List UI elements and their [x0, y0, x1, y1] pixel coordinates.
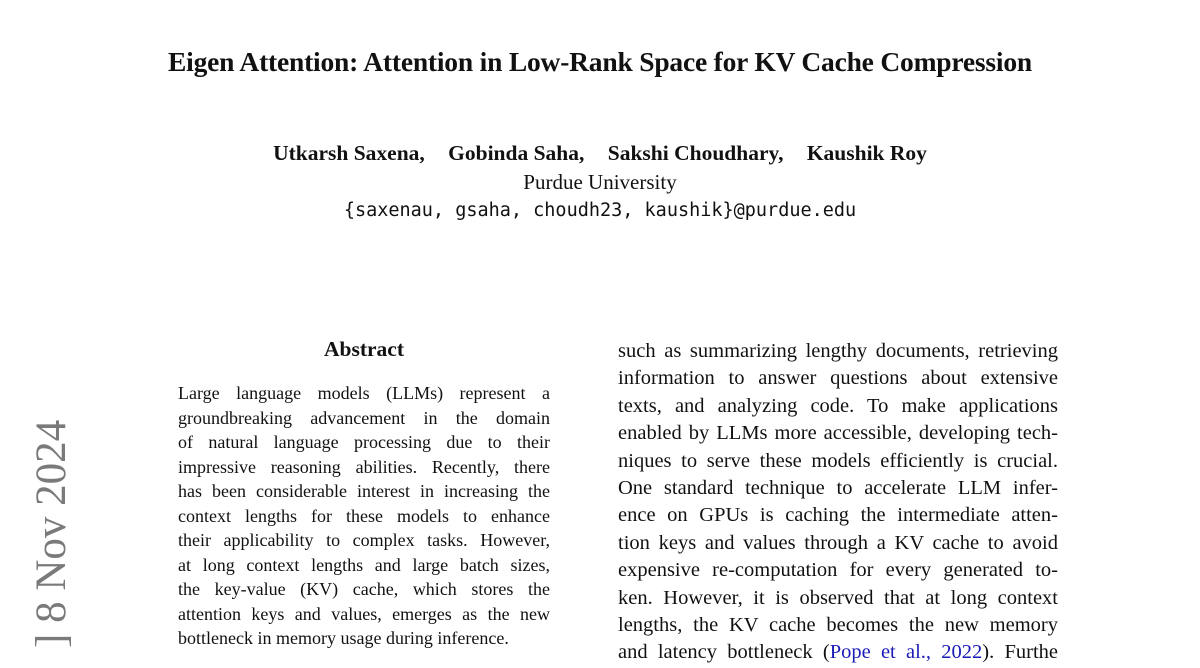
abstract-line: groundbreaking advancement in the domain	[178, 407, 550, 428]
citation-link[interactable]: Pope et al., 2022	[829, 641, 983, 664]
body-line-partial	[618, 640, 1058, 667]
intro-column	[618, 339, 1058, 668]
body-line: ence on GPUs is caching the intermediate atten-	[618, 504, 1058, 527]
author-name: Kaushik Roy	[806, 141, 927, 165]
author-name: Gobinda Saha,	[448, 141, 585, 165]
body-line: enabled by LLMs more accessible, developing tech-	[618, 422, 1058, 445]
body-text: ). Furthe	[982, 641, 1058, 664]
abstract-body	[178, 383, 550, 653]
abstract-line: Large language models (LLMs) represent a	[178, 383, 550, 403]
body-line: lengths, the KV cache becomes the new memory	[618, 613, 1058, 636]
abstract-heading: Abstract	[323, 337, 404, 361]
body-line: ken. However, it is observed that at long context	[618, 586, 1058, 609]
body-line: One standard technique to accelerate LLM infer-	[618, 476, 1058, 499]
abstract-line: has been considerable interest in increasing the	[178, 481, 550, 501]
abstract-line: bottleneck in memory usage during inference.	[178, 628, 509, 648]
author-name: Sakshi Choudhary,	[607, 141, 784, 165]
author-list	[0, 141, 1200, 166]
body-line: expensive re-computation for every generated to-	[618, 559, 1058, 582]
abstract-line: impressive reasoning abilities. Recently, there	[178, 456, 550, 477]
paper-title: Eigen Attention: Attention in Low-Rank Space for KV Cache Compression	[168, 46, 1032, 77]
body-line: texts, and analyzing code. To make applications	[618, 394, 1058, 417]
abstract-line: their applicability to complex tasks. However,	[178, 530, 550, 550]
abstract-line: the key-value (KV) cache, which stores the	[178, 579, 550, 599]
affiliation: Purdue University	[523, 170, 677, 194]
author-emails: {saxenau, gsaha, choudh23, kaushik}@purdue.edu	[343, 200, 857, 221]
abstract-line: of natural language processing due to their	[178, 432, 550, 452]
abstract-line: at long context lengths and large batch sizes,	[178, 554, 550, 575]
body-line: such as summarizing lengthy documents, retrieving	[618, 340, 1058, 362]
body-line: information to answer questions about extensive	[618, 367, 1058, 390]
author-name: Utkarsh Saxena,	[273, 141, 425, 165]
abstract-line: context lengths for these models to enhance	[178, 505, 550, 526]
body-text: and latency bottleneck (	[618, 641, 830, 664]
arxiv-watermark: ] 8 Nov 2024	[28, 419, 75, 648]
body-line: niques to serve these models efficiently is crucial.	[618, 449, 1058, 472]
body-line: tion keys and values through a KV cache to avoid	[618, 531, 1058, 554]
abstract-line: attention keys and values, emerges as the new	[178, 603, 550, 624]
